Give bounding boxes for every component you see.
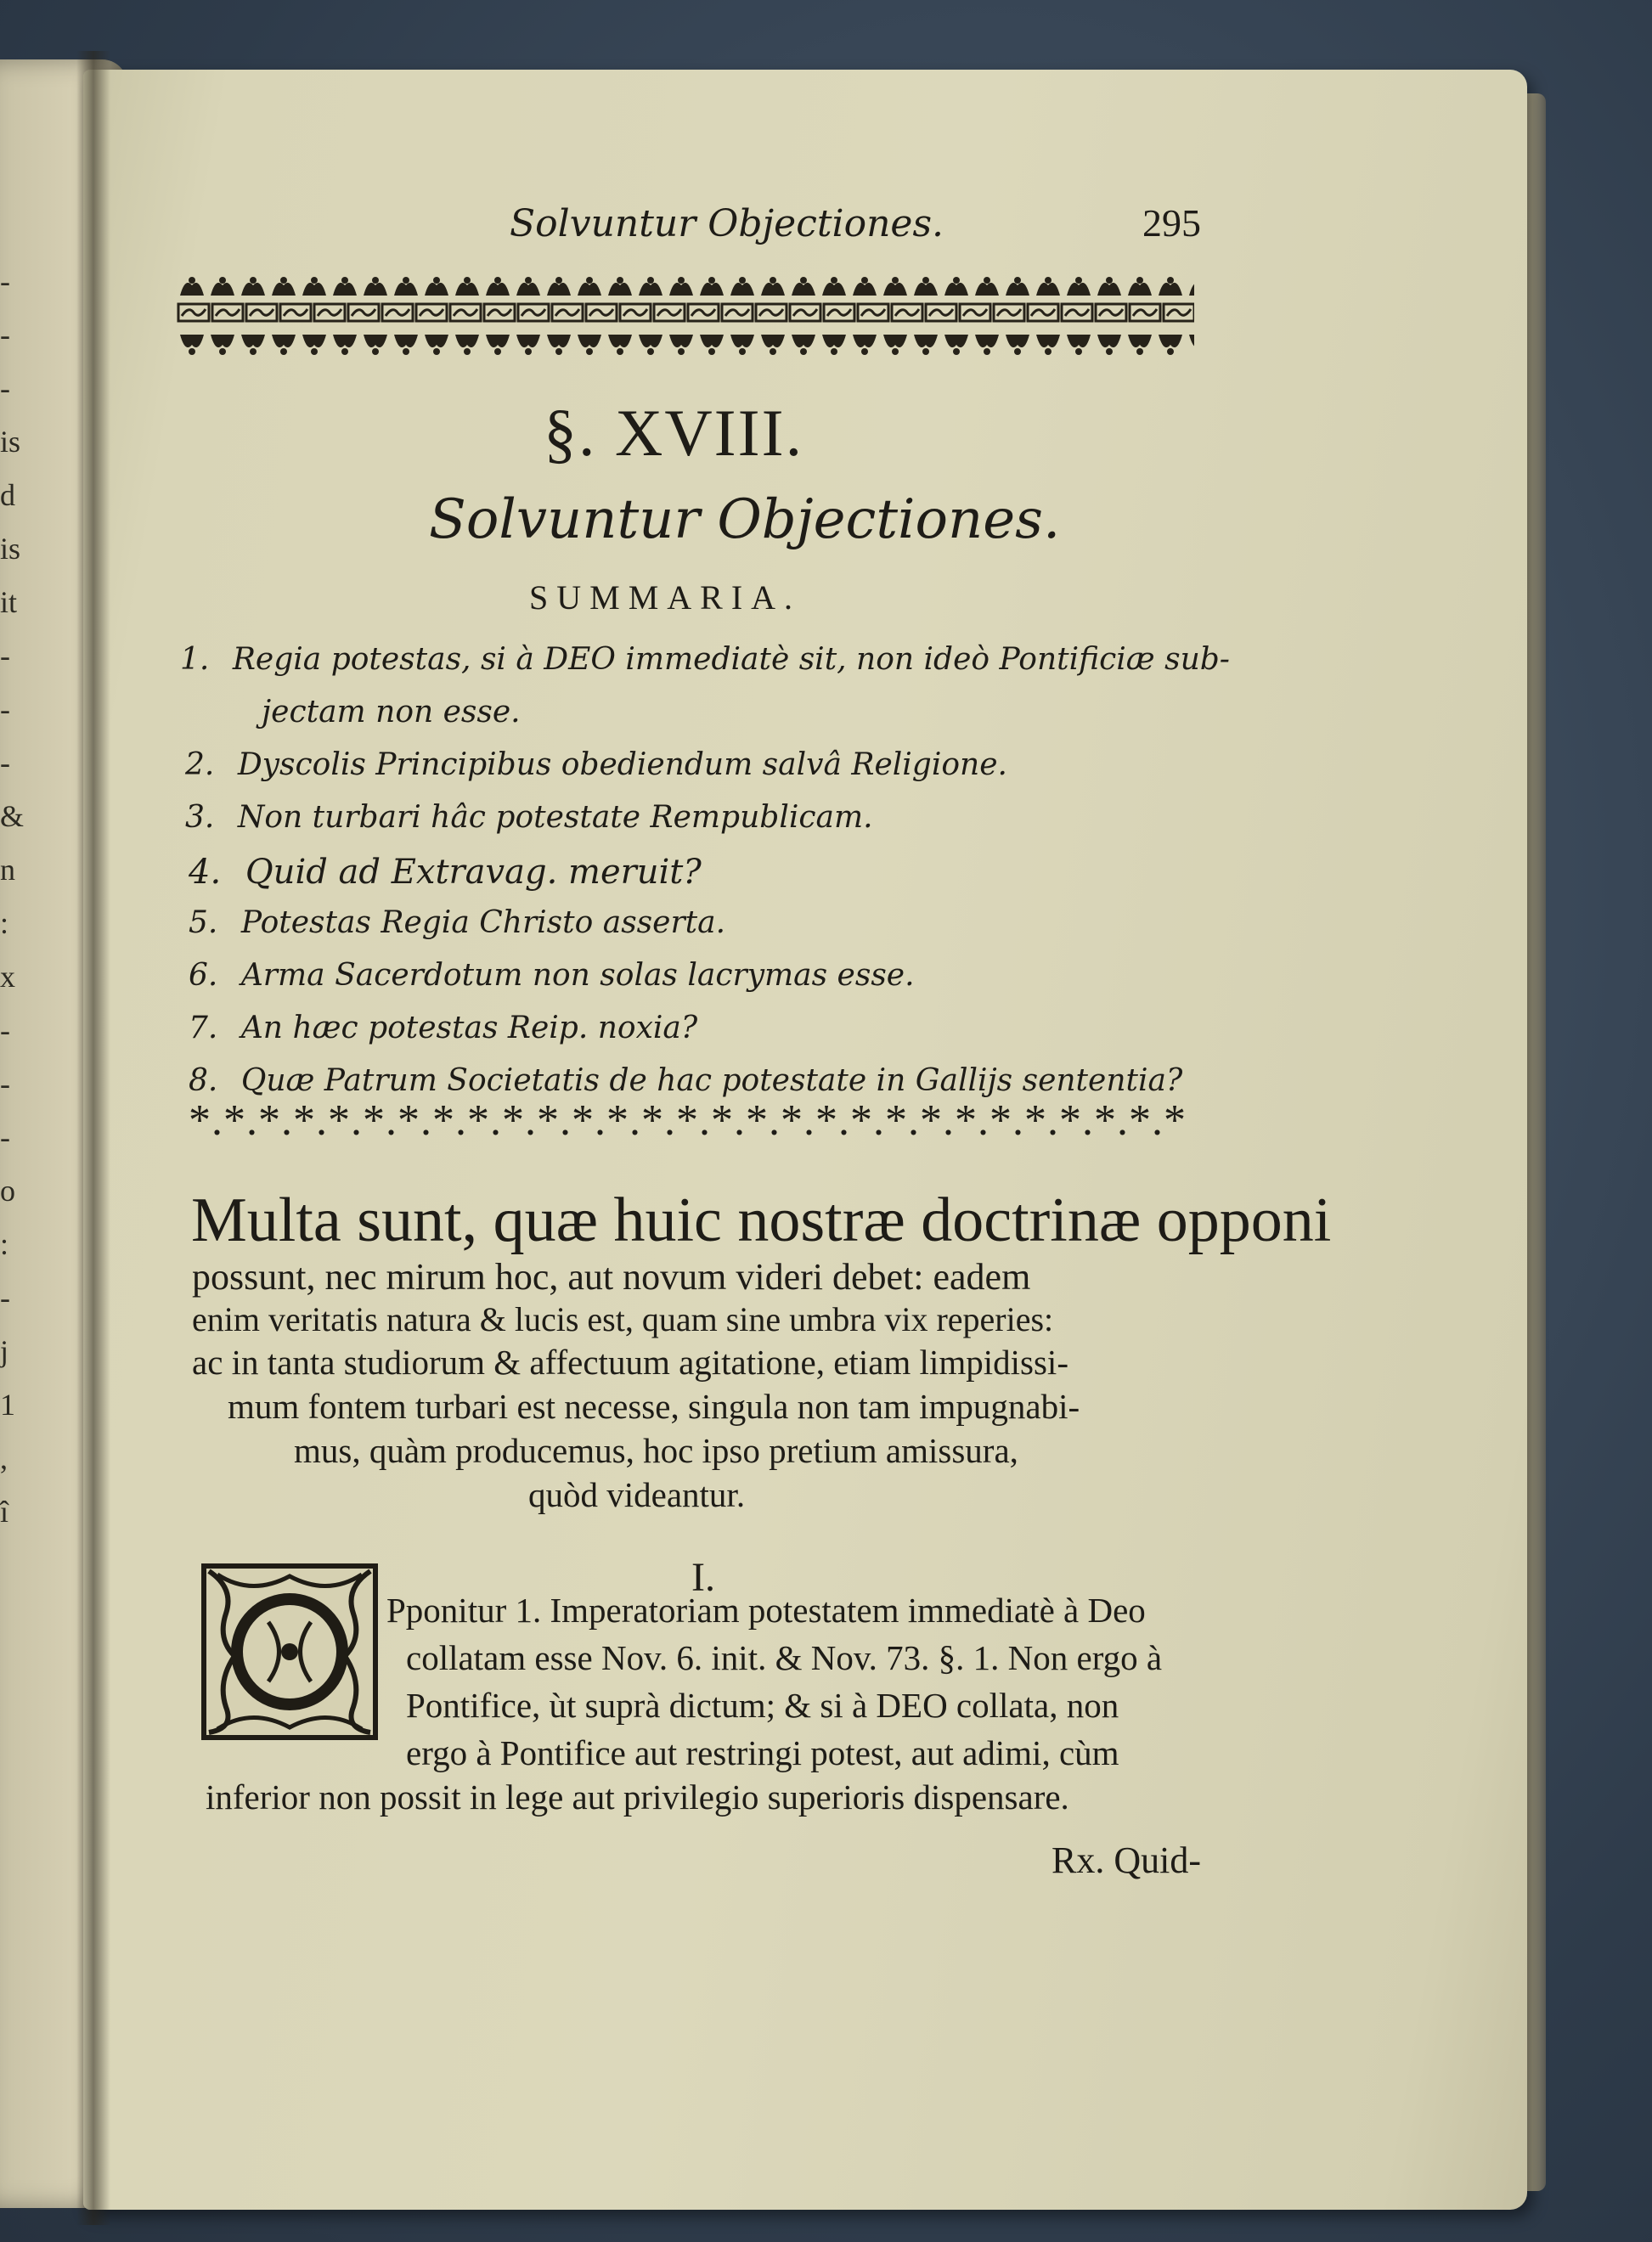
margin-fragment: n	[0, 853, 15, 887]
binding-gutter	[76, 51, 110, 2225]
running-head: Solvuntur Objectiones.	[510, 202, 944, 245]
item-number: 6.	[189, 958, 218, 993]
margin-fragment: o	[0, 1174, 15, 1208]
margin-fragment: -	[0, 746, 10, 780]
item-text: Potestas Regia Christo asserta.	[240, 905, 726, 940]
star-rule: *.*.*.*.*.*.*.*.*.*.*.*.*.*.*.*.*.*.*.*.*.*.*.*.*.*.*.*.*	[189, 1096, 1187, 1145]
summaria-item	[189, 905, 725, 940]
item-number: 2.	[185, 747, 215, 782]
margin-fragment: -	[0, 318, 10, 352]
item-number: 5.	[189, 905, 218, 940]
item-text: jectam non esse.	[262, 695, 521, 729]
intro-line: mus, quàm producemus, hoc ipso pretium amissura,	[294, 1431, 1018, 1470]
margin-fragment: :	[0, 906, 9, 940]
intro-line: possunt, nec mirum hoc, aut novum videri debet: eadem	[192, 1256, 1031, 1298]
item-number: 7.	[189, 1011, 218, 1045]
article-line: inferior non possit in lege aut privilegio superioris dispensare.	[206, 1777, 1069, 1817]
article-line: Pontifice, ùt suprà dictum; & si à DEO collata, non	[406, 1686, 1119, 1725]
margin-fragment: -	[0, 1013, 10, 1047]
margin-fragment: d	[0, 478, 15, 512]
intro-line: quòd videantur.	[528, 1475, 746, 1514]
margin-fragment: &	[0, 799, 25, 833]
intro-line: mum fontem turbari est necesse, singula non tam impugnabi-	[228, 1387, 1080, 1426]
article-line	[386, 1590, 1146, 1631]
item-number: 3.	[185, 800, 215, 835]
summaria-item	[189, 1011, 697, 1045]
section-subtitle: Solvuntur Objectiones.	[429, 488, 1061, 551]
summaria-item	[185, 800, 873, 835]
margin-fragment: -	[0, 264, 10, 298]
intro-line: ac in tanta studiorum & affectuum agitatione, etiam limpidissi-	[192, 1343, 1068, 1382]
summaria-item	[189, 958, 915, 993]
summaria-item	[189, 1063, 1182, 1098]
item-number: 8.	[189, 1063, 218, 1098]
margin-fragment: it	[0, 585, 18, 619]
intro-line: enim veritatis natura & lucis est, quam sine umbra vix reperies:	[192, 1300, 1054, 1338]
item-text: Quæ Patrum Societatis de hac potestate in Gallijs sententia?	[240, 1063, 1183, 1098]
item-text: An hæc potestas Reip. noxia?	[240, 1011, 698, 1045]
margin-fragment: î	[0, 1495, 9, 1529]
margin-fragment: :	[0, 1227, 9, 1261]
margin-fragment: is	[0, 532, 21, 566]
section-title: §. XVIII.	[544, 396, 804, 470]
article-numeral: I.	[691, 1555, 715, 1600]
margin-fragment: j	[0, 1334, 9, 1368]
margin-fragment: -	[0, 1120, 10, 1154]
item-text: Arma Sacerdotum non solas lacrymas esse.	[240, 958, 915, 993]
summaria-item	[185, 747, 1007, 782]
article-line-text: Pponitur 1. Imperatoriam potestatem immediatè à Deo	[386, 1591, 1146, 1630]
catchword: Rx. Quid-	[1052, 1839, 1201, 1881]
item-text: Regia potestas, si à DEO immediatè sit, non ideò Pontificiæ sub-	[232, 642, 1230, 677]
article-line: collatam esse Nov. 6. init. & Nov. 73. §. 1. Non ergo à	[406, 1638, 1163, 1677]
facing-page-fragments	[0, 255, 25, 1539]
margin-fragment: ,	[0, 1441, 8, 1475]
margin-fragment: -	[0, 371, 10, 405]
item-number: 1.	[180, 642, 210, 677]
item-text: Quid ad Extravag. meruit?	[245, 853, 702, 892]
ornament-band-icon	[177, 272, 1194, 361]
summaria-heading: SUMMARIA.	[529, 578, 802, 617]
summaria-item	[189, 853, 702, 892]
summaria-item	[262, 695, 521, 729]
item-text: Non turbari hâc potestate Rempublicam.	[237, 800, 873, 835]
intro-line: Multa sunt, quæ huic nostræ doctrinæ opponi	[191, 1186, 1332, 1255]
margin-fragment: 1	[0, 1388, 15, 1422]
margin-fragment: is	[0, 425, 21, 459]
decorated-initial-icon	[200, 1563, 379, 1741]
item-number: 4.	[189, 853, 222, 892]
summaria-item	[180, 642, 1230, 677]
margin-fragment: x	[0, 960, 15, 994]
margin-fragment: -	[0, 1281, 10, 1315]
margin-fragment: -	[0, 1067, 10, 1101]
margin-fragment: -	[0, 692, 10, 726]
margin-fragment: -	[0, 639, 10, 673]
article-line: ergo à Pontifice aut restringi potest, aut adimi, cùm	[406, 1733, 1119, 1772]
item-text: Dyscolis Principibus obediendum salvâ Religione.	[237, 747, 1007, 782]
page-number: 295	[1142, 201, 1201, 245]
